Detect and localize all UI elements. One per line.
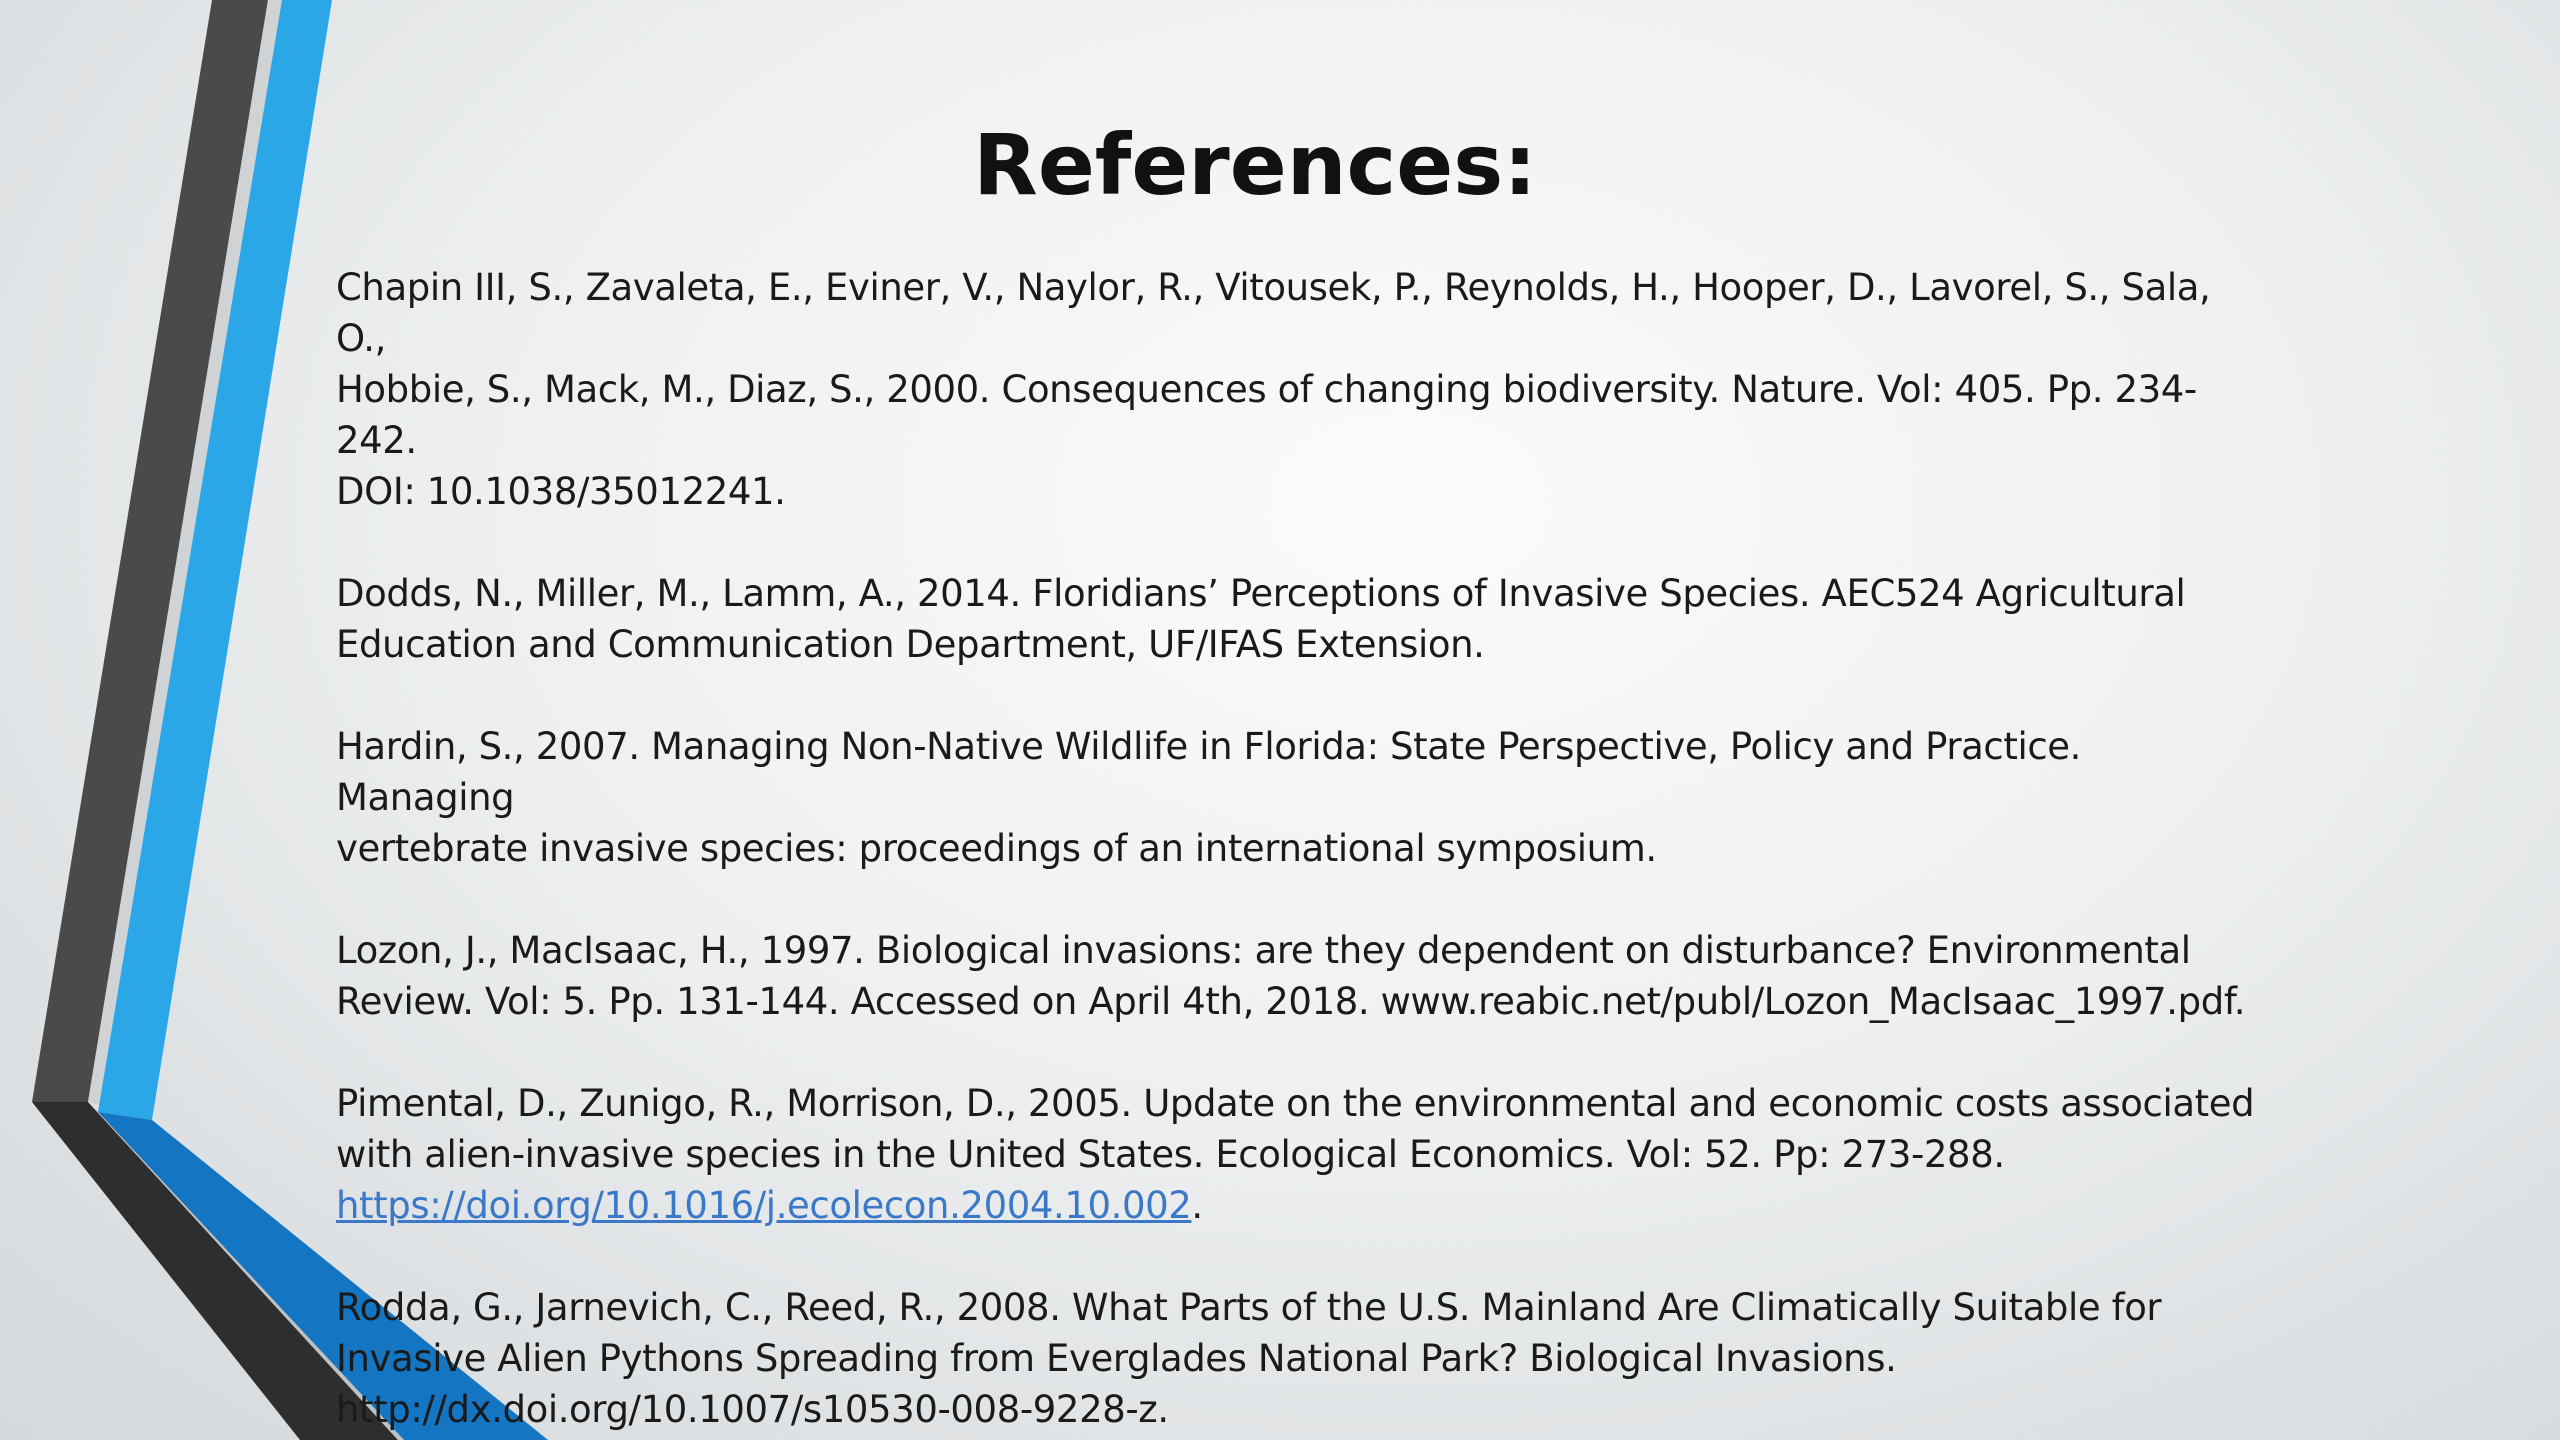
- reference-text: Pimental, D., Zunigo, R., Morrison, D., 2005. Update on the environmental and economic costs associated with alien-invasive species in the United States. Ecological Economics. Vol: 52. Pp: 273-288.: [336, 1082, 2255, 1176]
- reference-item: [336, 262, 2256, 517]
- reference-text: Rodda, G., Jarnevich, C., Reed, R., 2008. What Parts of the U.S. Mainland Are Climatically Suitable for Invasive Alien Pythons Spreading from Everglades National Park? Biological Invasions. http://dx.doi.org/10.1007/s10530-008-9228-z.: [336, 1286, 2162, 1431]
- reference-text: Chapin III, S., Zavaleta, E., Eviner, V., Naylor, R., Vitousek, P., Reynolds, H., Hooper, D., Lavorel, S., Sala, O., Hobbie, S., Mack, M., Diaz, S., 2000. Consequences of changing biodiversity. Nature. Vol: 405. Pp. 234-242. DOI: 10.1038/35012241.: [336, 266, 2211, 513]
- reference-text: Hardin, S., 2007. Managing Non-Native Wildlife in Florida: State Perspective, Policy and Practice. Managing vertebrate invasive species: proceedings of an international symposium.: [336, 725, 2082, 870]
- reference-item: [336, 721, 2256, 874]
- doi-link[interactable]: https://doi.org/10.1016/j.ecolecon.2004.10.002: [336, 1184, 1192, 1227]
- reference-item: [336, 925, 2256, 1027]
- reference-text: Lozon, J., MacIsaac, H., 1997. Biological invasions: are they dependent on disturbance? Environmental Review. Vol: 5. Pp. 131-144. Accessed on April 4th, 2018. www.reabic.net/publ/Lozon_MacIsaac_1997.pdf.: [336, 929, 2246, 1023]
- reference-list: [336, 262, 2256, 1440]
- reference-text: Dodds, N., Miller, M., Lamm, A., 2014. Floridians’ Perceptions of Invasive Species. AEC524 Agricultural Education and Communication Department, UF/IFAS Extension.: [336, 572, 2186, 666]
- reference-item: [336, 1282, 2256, 1435]
- reference-item: [336, 1078, 2256, 1231]
- slide-title: References:: [973, 116, 1537, 214]
- reference-text-end: .: [1191, 1184, 1203, 1227]
- reference-item: [336, 568, 2256, 670]
